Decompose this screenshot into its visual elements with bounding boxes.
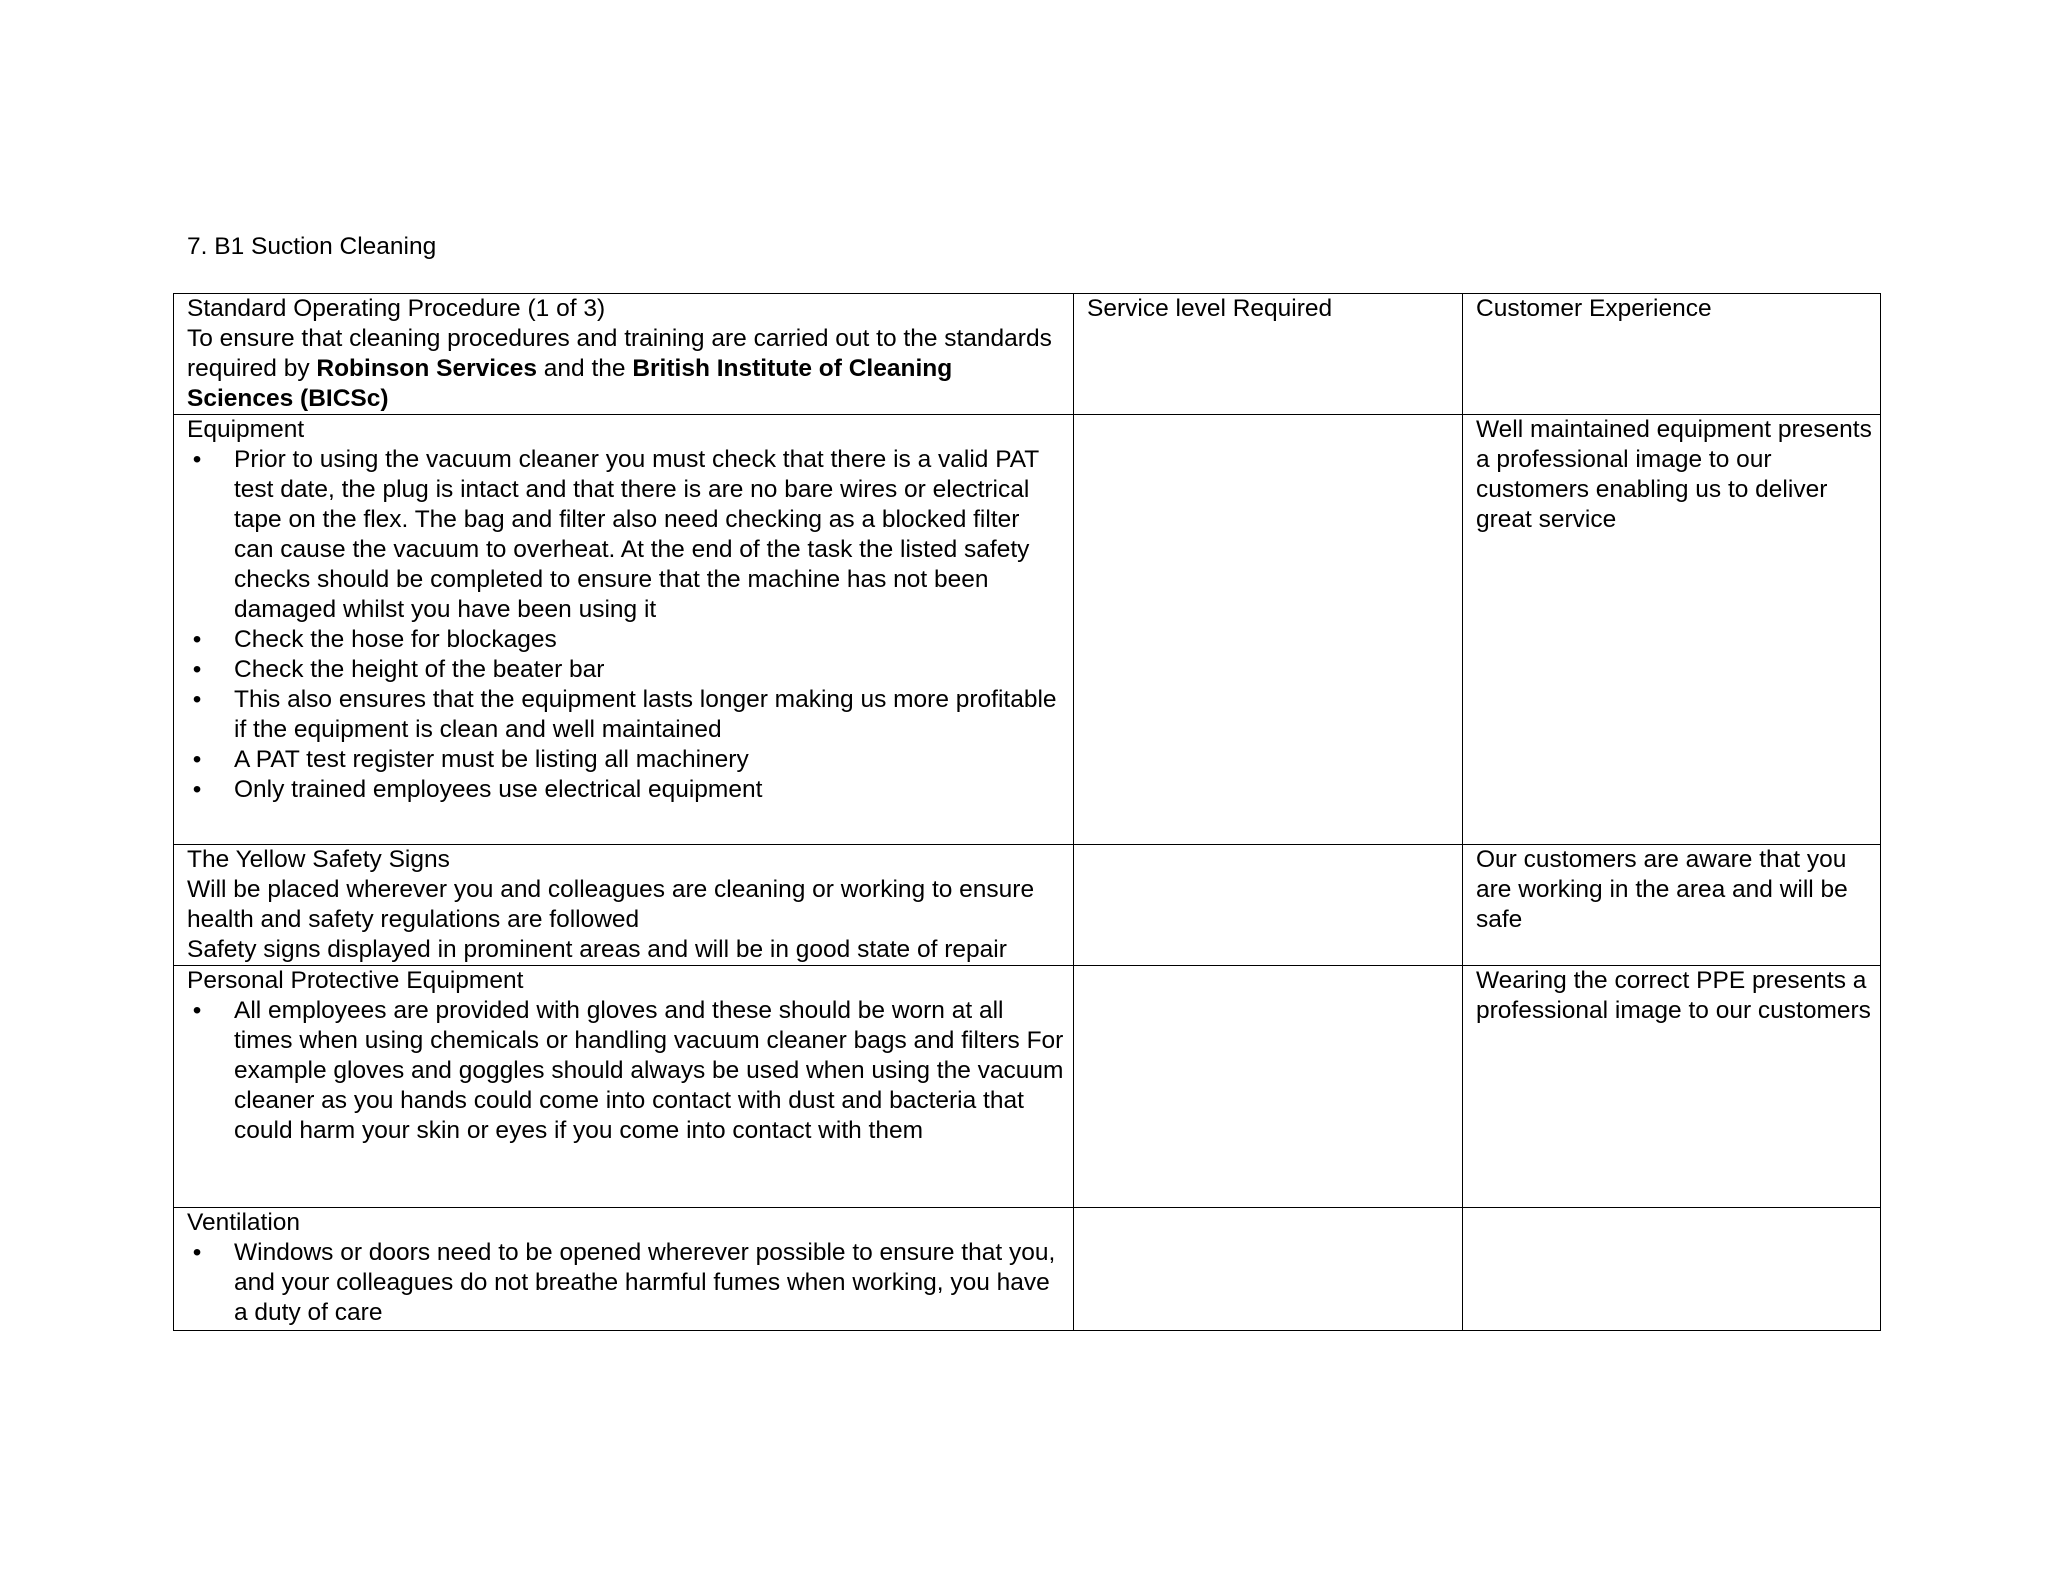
ppe-service-level-cell — [1074, 966, 1463, 1208]
intro-text: To ensure that cleaning procedures and training are carried out to the standards required by — [187, 325, 1052, 382]
procedure-title: Standard Operating Procedure (1 of 3) — [187, 295, 606, 322]
ppe-customer-experience-cell: Wearing the correct PPE presents a professional image to our customers — [1463, 966, 1881, 1208]
procedure-intro — [187, 325, 1052, 412]
table-header-row — [174, 294, 1881, 415]
signs-customer-experience-cell: Our customers are aware that you are working in the area and will be safe — [1463, 845, 1881, 966]
equipment-title: Equipment — [187, 416, 305, 443]
ventilation-bullet-list — [187, 1238, 1065, 1328]
customer-experience-header: Customer Experience — [1463, 294, 1881, 415]
bullet-icon: • — [192, 626, 202, 653]
ventilation-customer-experience-cell — [1463, 1208, 1881, 1331]
ventilation-service-level-cell — [1074, 1208, 1463, 1331]
equipment-service-level-cell — [1074, 415, 1463, 845]
equipment-customer-experience-cell: Well maintained equipment presents a professional image to our customers enabling us to deliver great service — [1463, 415, 1881, 845]
equipment-bullet-list — [187, 445, 1065, 805]
procedure-header-cell — [174, 294, 1074, 415]
signs-text-2: Safety signs displayed in prominent areas and will be in good state of repair — [187, 936, 1007, 963]
bullet-icon: • — [192, 997, 202, 1024]
org-name: Robinson Services — [316, 355, 537, 382]
table-row-ventilation — [174, 1208, 1881, 1331]
bullet-icon: • — [192, 446, 202, 473]
signs-service-level-cell — [1074, 845, 1463, 966]
bullet-icon: • — [192, 1239, 202, 1266]
table-row-equipment — [174, 415, 1881, 845]
list-item-text: A PAT test register must be listing all machinery — [234, 746, 749, 773]
bullet-icon: • — [192, 776, 202, 803]
equipment-procedure-cell — [174, 415, 1074, 845]
list-item — [187, 775, 1065, 805]
list-item — [187, 745, 1065, 775]
bullet-icon: • — [192, 686, 202, 713]
list-item — [187, 625, 1065, 655]
table-row-safety-signs — [174, 845, 1881, 966]
list-item-text: Only trained employees use electrical equipment — [234, 776, 763, 803]
list-item-text: Windows or doors need to be opened wherever possible to ensure that you, and your colleagues do not breathe harmful fumes when working, you have a duty of care — [234, 1239, 1056, 1326]
list-item-text: Check the height of the beater bar — [234, 656, 605, 683]
signs-procedure-cell — [174, 845, 1074, 966]
signs-text-1: Will be placed wherever you and colleagues are cleaning or working to ensure health and safety regulations are followed — [187, 876, 1035, 933]
ventilation-procedure-cell — [174, 1208, 1074, 1331]
institute-name: British Institute of Cleaning Sciences (BICSc) — [187, 355, 953, 412]
list-item-text: This also ensures that the equipment lasts longer making us more profitable if the equipment is clean and well maintained — [234, 686, 1057, 743]
sop-table — [173, 293, 1881, 1331]
list-item — [187, 1238, 1065, 1328]
list-item — [187, 445, 1065, 625]
list-item-text: Prior to using the vacuum cleaner you must check that there is a valid PAT test date, the plug is intact and that there is are no bare wires or electrical tape on the flex. The bag and filter also need checking as a blocked filter can cause the vacuum to overheat. At the end of the task the listed safety checks should be completed to ensure that the machine has not been damaged whilst you have been using it — [234, 446, 1039, 623]
ventilation-title: Ventilation — [187, 1209, 301, 1236]
list-item — [187, 685, 1065, 745]
bullet-icon: • — [192, 656, 202, 683]
bullet-icon: • — [192, 746, 202, 773]
intro-text-joiner: and the — [536, 355, 633, 382]
ppe-procedure-cell — [174, 966, 1074, 1208]
signs-title: The Yellow Safety Signs — [187, 846, 450, 873]
service-level-header: Service level Required — [1074, 294, 1463, 415]
table-row-ppe — [174, 966, 1881, 1208]
list-item — [187, 996, 1065, 1146]
ppe-bullet-list — [187, 996, 1065, 1146]
list-item-text: Check the hose for blockages — [234, 626, 557, 653]
ppe-title: Personal Protective Equipment — [187, 967, 524, 994]
document-heading: 7. B1 Suction Cleaning — [187, 233, 437, 260]
list-item — [187, 655, 1065, 685]
list-item-text: All employees are provided with gloves and these should be worn at all times when using chemicals or handling vacuum cleaner bags and filters For example gloves and goggles should always be used when using the vacuum cleaner as you hands could come into contact with dust and bacteria that could harm your skin or eyes if you come into contact with them — [234, 997, 1064, 1144]
